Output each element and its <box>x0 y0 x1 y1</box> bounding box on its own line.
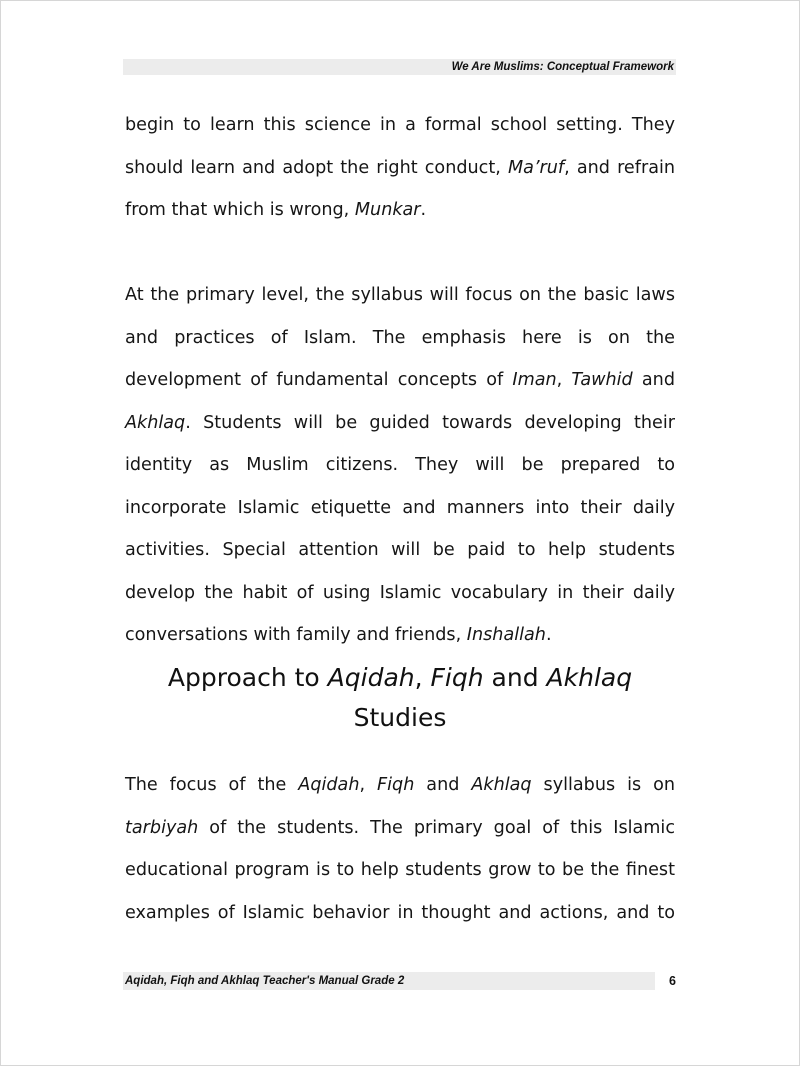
text-run: development of fundamental concepts of <box>125 370 513 390</box>
text-line <box>125 402 675 445</box>
text-run: . <box>545 625 552 645</box>
footer-title: Aqidah, Fiqh and Akhlaq Teacher's Manual Grade 2 <box>123 972 655 990</box>
term-aqidah: Aqidah <box>327 663 415 692</box>
term-inshallah: Inshallah <box>466 625 546 645</box>
text-line: examples of Islamic behavior in thought and actions, and to <box>125 902 675 923</box>
text-run: and <box>414 775 472 795</box>
term-tawhid: Tawhid <box>571 370 633 390</box>
text-run: , <box>556 370 572 390</box>
term-akhlaq: Akhlaq <box>546 663 633 692</box>
term-fiqh: Fiqh <box>377 775 415 795</box>
running-header: We Are Muslims: Conceptual Framework <box>123 59 676 75</box>
text-run: conversations with family and friends, <box>125 625 467 645</box>
text-line <box>125 147 675 190</box>
text-line: incorporate Islamic etiquette and manners into their daily <box>125 497 675 518</box>
text-run: , <box>414 663 431 692</box>
paragraph-2 <box>125 274 675 657</box>
text-run: . Students will be guided towards developing their <box>185 412 675 433</box>
text-line: identity as Muslim citizens. They will be prepared to <box>125 455 675 475</box>
paragraph-1 <box>125 104 675 232</box>
running-footer <box>123 972 676 990</box>
text-line: At the primary level, the syllabus will focus on the basic laws <box>125 285 675 305</box>
term-munkar: Munkar <box>354 200 421 220</box>
text-run: from that which is wrong, <box>125 200 355 220</box>
page-number: 6 <box>669 974 676 988</box>
text-line: begin to learn this science in a formal school setting. They <box>125 115 675 135</box>
text-run: , <box>359 775 378 795</box>
text-line <box>125 189 675 232</box>
text-run: and <box>632 370 675 390</box>
text-run: syllabus is on <box>531 775 676 795</box>
text-line: activities. Special attention will be paid to help students <box>125 540 675 560</box>
term-iman: Iman <box>512 370 557 390</box>
text-line <box>125 614 675 657</box>
text-line <box>125 764 675 807</box>
term-tarbiyah: tarbiyah <box>125 817 199 838</box>
term-akhlaq: Akhlaq <box>471 775 532 795</box>
term-maruf: Ma’ruf <box>507 157 565 178</box>
text-run: should learn and adopt the right conduct, <box>125 157 508 178</box>
term-aqidah: Aqidah <box>298 775 360 795</box>
paragraph-3 <box>125 764 675 934</box>
text-run: Approach to <box>167 663 328 692</box>
text-line: educational program is to help students grow to be the finest <box>125 860 675 880</box>
text-line <box>125 359 675 402</box>
section-heading <box>125 658 675 738</box>
term-fiqh: Fiqh <box>430 663 484 692</box>
heading-line-2: Studies <box>353 703 447 732</box>
text-run: and <box>483 663 547 692</box>
text-line: and practices of Islam. The emphasis here is on the <box>125 327 675 348</box>
term-akhlaq: Akhlaq <box>125 412 186 433</box>
text-run: The focus of the <box>125 775 299 795</box>
text-line <box>125 807 675 850</box>
text-line: develop the habit of using Islamic vocabulary in their daily <box>125 582 675 603</box>
text-run: . <box>420 200 427 220</box>
text-run: of the students. The primary goal of this Islamic <box>198 817 675 838</box>
heading-line-1 <box>125 658 675 698</box>
text-run: , and refrain <box>564 157 676 178</box>
